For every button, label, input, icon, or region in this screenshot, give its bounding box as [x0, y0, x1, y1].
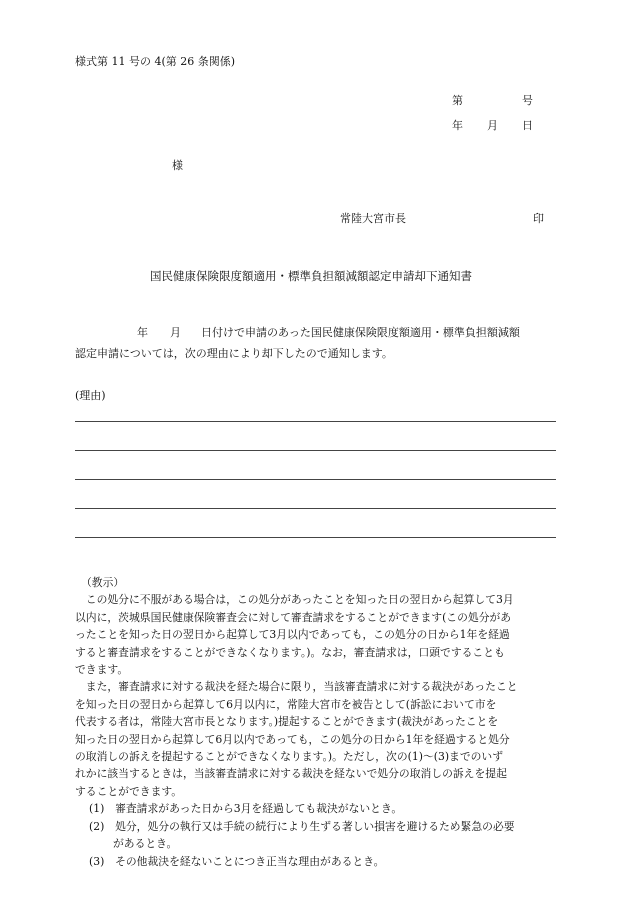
instructions-line: この処分に不服がある場合は，この処分があったことを知った日の翌日から起算して3月	[75, 593, 514, 607]
body-month-label: 月	[170, 326, 181, 339]
appeal-instructions	[75, 574, 560, 870]
item-number: (2)	[89, 819, 105, 833]
body-line-2: 認定申請については，次の理由により却下したので通知します。	[75, 347, 393, 360]
reason-line-5	[75, 537, 556, 538]
reason-line-3	[75, 479, 556, 480]
instructions-item-2	[75, 818, 560, 835]
instructions-line: することができます。	[75, 784, 183, 798]
item-text: その他裁決を経ないことにつき正当な理由があるとき。	[115, 854, 385, 868]
date-year-label: 年	[452, 119, 463, 132]
seal-mark: 印	[533, 212, 544, 225]
instructions-line: できます。	[75, 663, 129, 677]
date-month-label: 月	[487, 119, 498, 132]
reason-line-4	[75, 508, 556, 509]
instructions-line: ったことを知った日の翌日から起算して3月以内であっても，この処分の日から1年を経過	[75, 628, 510, 642]
body-line-1	[75, 322, 575, 343]
reason-line-1	[75, 421, 556, 422]
date-day-label: 日	[522, 119, 533, 132]
instructions-line: を知った日の翌日から起算して6月以内に，常陸大宮市を被告として(訴訟において市を	[75, 697, 497, 711]
issuer-name: 常陸大宮市長	[340, 212, 406, 225]
instructions-item-3	[75, 853, 560, 870]
instructions-line: 以内に，茨城県国民健康保険審査会に対して審査請求をすることができます(この処分があ	[75, 610, 512, 624]
reason-label: (理由)	[75, 389, 106, 402]
instructions-line: 知った日の翌日から起算して6月以内であっても，この処分の日から1年を経過すると処分	[75, 732, 510, 746]
instructions-line: 代表する者は，常陸大宮市長となります。)提起することができます(裁決があったことを	[75, 715, 499, 729]
instructions-heading: （教示）	[81, 576, 125, 589]
reason-line-2	[75, 450, 556, 451]
item-number: (1)	[89, 802, 105, 816]
item-number: (3)	[89, 854, 105, 868]
body-year-label: 年	[137, 326, 148, 339]
document-number-suffix: 号	[522, 94, 533, 107]
form-number: 様式第 11 号の 4(第 26 条関係)	[75, 55, 236, 68]
body-line-1-text: 日付けで申請のあった国民健康保険限度額適用・標準負担額減額	[201, 326, 520, 339]
instructions-line: れかに該当するときは，当該審査請求に対する裁決を経ないで処分の取消しの訴えを提起	[75, 767, 507, 781]
item-text: 処分，処分の執行又は手続の続行により生ずる著しい損害を避けるため緊急の必要	[115, 819, 515, 833]
document-number-prefix: 第	[452, 94, 463, 107]
instructions-line: また，審査請求に対する裁決を経た場合に限り，当該審査請求に対する裁決があったこと	[75, 680, 518, 694]
notice-body	[75, 322, 575, 364]
item-text: 審査請求があった日から3月を経過しても裁決がないとき。	[115, 802, 403, 816]
instructions-line: すると審査請求をすることができなくなります。)。なお，審査請求は，口頭ですることも	[75, 645, 505, 659]
addressee-honorific: 様	[172, 159, 183, 172]
instructions-line: の取消しの訴えを提起することができなくなります。)。ただし，次の(1)～(3)までのいず	[75, 750, 504, 764]
instructions-item-1	[75, 800, 560, 817]
instructions-item-2-continued: があるとき。	[113, 837, 178, 851]
document-title: 国民健康保険限度額適用・標準負担額減額認定申請却下通知書	[150, 269, 472, 283]
